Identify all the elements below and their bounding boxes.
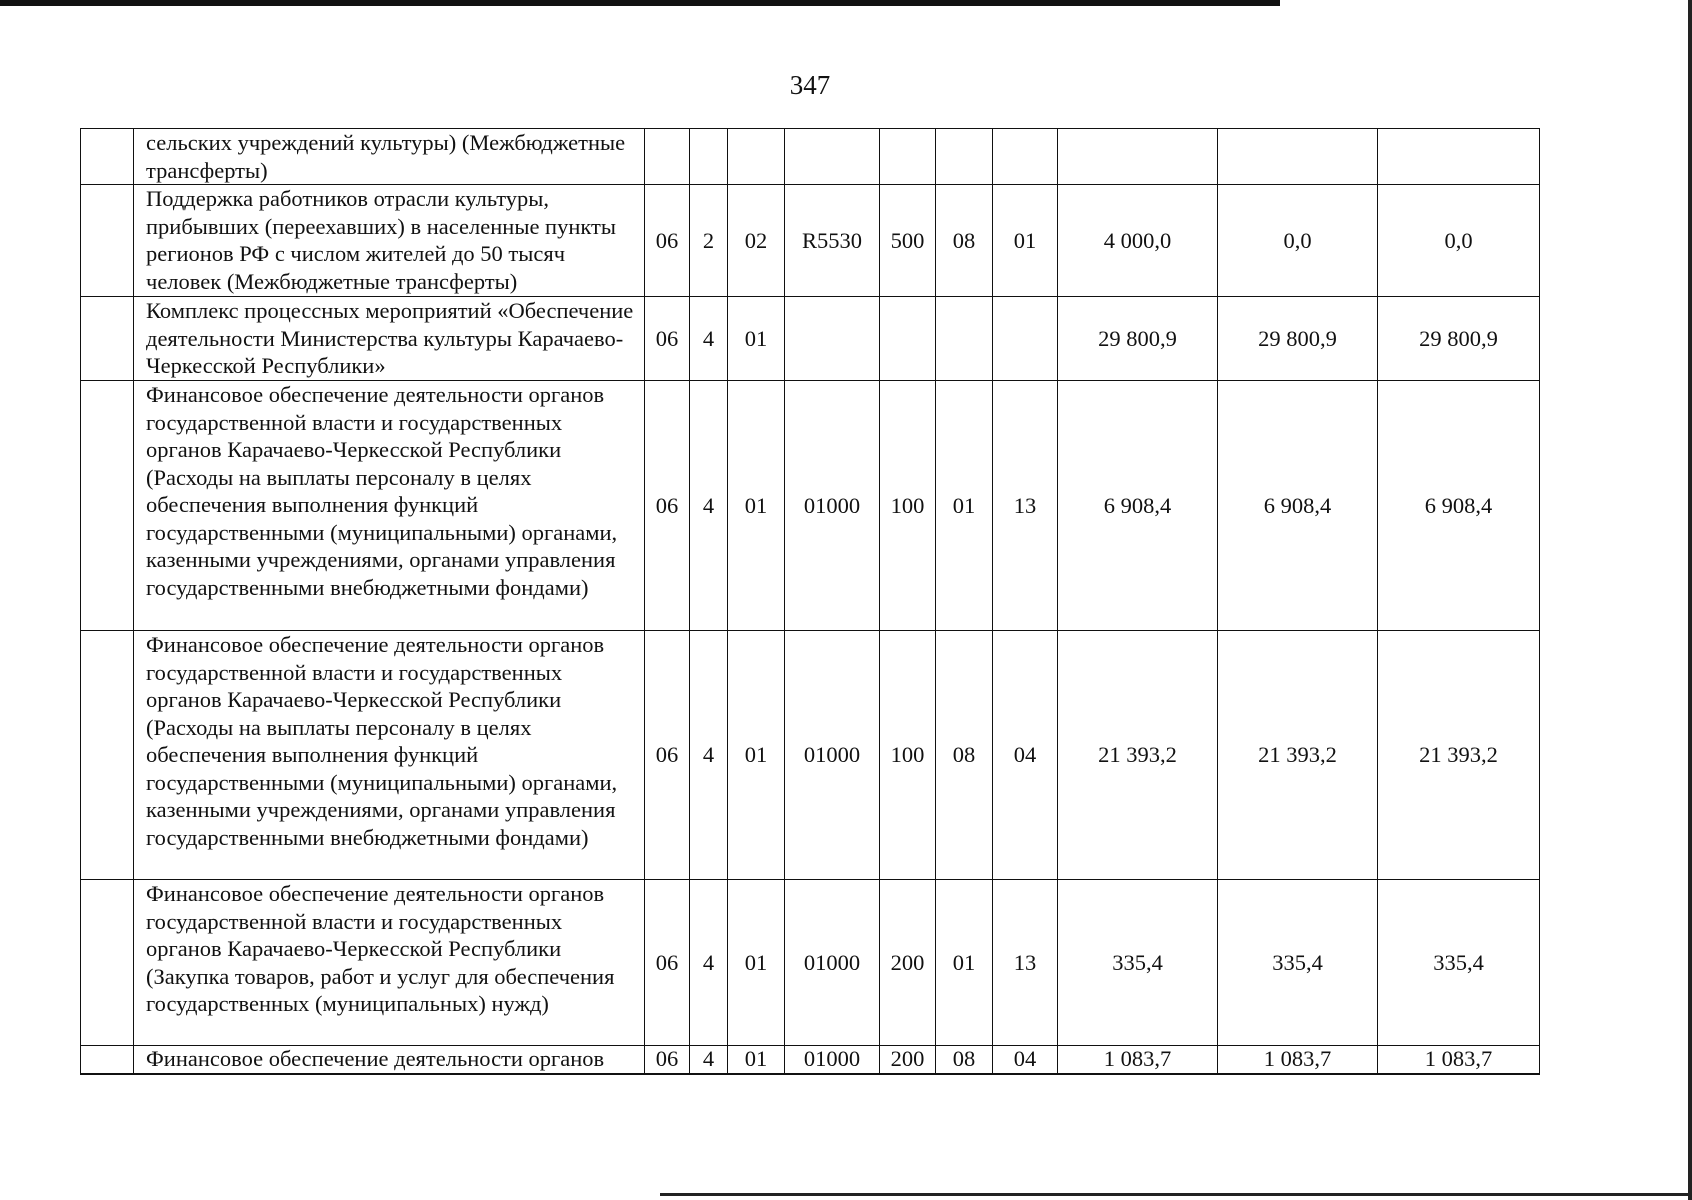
amount-cell: 29 800,9: [1058, 297, 1218, 381]
code-cell: 01000: [785, 1046, 880, 1074]
code-cell: 06: [645, 297, 690, 381]
code-cell: 01: [936, 381, 993, 631]
row-description: Комплекс процессных мероприятий «Обеспечение деятельности Министерства культуры Карачаево-Черкесской Республики»: [134, 297, 645, 381]
code-cell: 2: [690, 185, 728, 297]
code-cell: 200: [880, 1046, 936, 1074]
code-cell: 500: [880, 185, 936, 297]
amount-cell: 1 083,7: [1058, 1046, 1218, 1074]
amount-cell: 335,4: [1378, 880, 1540, 1046]
row-description: Поддержка работников отрасли культуры, прибывших (переехавших) в населенные пункты регионов РФ с числом жителей до 50 тысяч человек (Межбюджетные трансферты): [134, 185, 645, 297]
amount-cell: 6 908,4: [1218, 381, 1378, 631]
code-cell: 01: [993, 185, 1058, 297]
amount-cell: 0,0: [1218, 185, 1378, 297]
code-cell: [785, 129, 880, 185]
code-cell: 04: [993, 1046, 1058, 1074]
code-cell: 01000: [785, 880, 880, 1046]
amount-cell: 335,4: [1218, 880, 1378, 1046]
row-number: [81, 631, 134, 880]
amount-cell: 21 393,2: [1058, 631, 1218, 880]
code-cell: 100: [880, 631, 936, 880]
code-cell: 200: [880, 880, 936, 1046]
amount-cell: 0,0: [1378, 185, 1540, 297]
code-cell: 04: [993, 631, 1058, 880]
code-cell: [993, 129, 1058, 185]
code-cell: 06: [645, 185, 690, 297]
row-description: Финансовое обеспечение деятельности органов государственной власти и государственных органов Карачаево-Черкесской Республики (Закупка товаров, работ и услуг для обеспечения государственных (муниципальных) нужд): [134, 880, 645, 1046]
code-cell: 08: [936, 1046, 993, 1074]
amount-cell: 29 800,9: [1218, 297, 1378, 381]
code-cell: 01000: [785, 381, 880, 631]
code-cell: 13: [993, 880, 1058, 1046]
code-cell: 02: [728, 185, 785, 297]
amount-cell: 1 083,7: [1218, 1046, 1378, 1074]
table-row: [81, 297, 1540, 381]
row-number: [81, 297, 134, 381]
amount-cell: [1058, 129, 1218, 185]
code-cell: 06: [645, 381, 690, 631]
code-cell: 01: [728, 297, 785, 381]
code-cell: 01: [936, 880, 993, 1046]
code-cell: [993, 297, 1058, 381]
bottom-rule: [660, 1193, 1692, 1196]
table-row: [81, 880, 1540, 1046]
code-cell: 4: [690, 1046, 728, 1074]
budget-table: [80, 128, 1540, 1075]
amount-cell: 1 083,7: [1378, 1046, 1540, 1074]
code-cell: 01: [728, 880, 785, 1046]
code-cell: 01: [728, 631, 785, 880]
code-cell: R5530: [785, 185, 880, 297]
page-number: 347: [789, 70, 831, 100]
row-number: [81, 880, 134, 1046]
code-cell: [936, 297, 993, 381]
row-description: Финансовое обеспечение деятельности органов государственной власти и государственных органов Карачаево-Черкесской Республики (Расходы на выплаты персоналу в целях обеспечения выполнения функций государственными (муниципальными) органами, казенными учреждениями, органами управления государственными внебюджетными фондами): [134, 631, 645, 880]
row-number: [81, 1046, 134, 1074]
code-cell: 08: [936, 185, 993, 297]
row-number: [81, 185, 134, 297]
row-description: сельских учреждений культуры) (Межбюджетные трансферты): [134, 129, 645, 185]
amount-cell: 6 908,4: [1058, 381, 1218, 631]
code-cell: 4: [690, 631, 728, 880]
code-cell: [785, 297, 880, 381]
code-cell: [880, 297, 936, 381]
amount-cell: 6 908,4: [1378, 381, 1540, 631]
code-cell: [936, 129, 993, 185]
code-cell: [645, 129, 690, 185]
top-rule: [0, 0, 1280, 6]
table-row: [81, 185, 1540, 297]
code-cell: 08: [936, 631, 993, 880]
amount-cell: 21 393,2: [1378, 631, 1540, 880]
amount-cell: 335,4: [1058, 880, 1218, 1046]
code-cell: 01: [728, 1046, 785, 1074]
amount-cell: [1378, 129, 1540, 185]
row-number: [81, 129, 134, 185]
row-description: Финансовое обеспечение деятельности органов: [134, 1046, 645, 1074]
row-description: Финансовое обеспечение деятельности органов государственной власти и государственных органов Карачаево-Черкесской Республики (Расходы на выплаты персоналу в целях обеспечения выполнения функций государственными (муниципальными) органами, казенными учреждениями, органами управления государственными внебюджетными фондами): [134, 381, 645, 631]
code-cell: 100: [880, 381, 936, 631]
code-cell: 13: [993, 381, 1058, 631]
page-edge: [1688, 0, 1692, 1200]
code-cell: 01: [728, 381, 785, 631]
code-cell: 06: [645, 880, 690, 1046]
amount-cell: 29 800,9: [1378, 297, 1540, 381]
table-row: [81, 129, 1540, 185]
code-cell: 4: [690, 880, 728, 1046]
table-row: [81, 631, 1540, 880]
code-cell: [880, 129, 936, 185]
row-number: [81, 381, 134, 631]
code-cell: [690, 129, 728, 185]
code-cell: 01000: [785, 631, 880, 880]
table-row: [81, 1046, 1540, 1074]
table-row: [81, 381, 1540, 631]
code-cell: 4: [690, 381, 728, 631]
code-cell: 06: [645, 1046, 690, 1074]
amount-cell: [1218, 129, 1378, 185]
amount-cell: 21 393,2: [1218, 631, 1378, 880]
code-cell: [728, 129, 785, 185]
code-cell: 4: [690, 297, 728, 381]
amount-cell: 4 000,0: [1058, 185, 1218, 297]
code-cell: 06: [645, 631, 690, 880]
